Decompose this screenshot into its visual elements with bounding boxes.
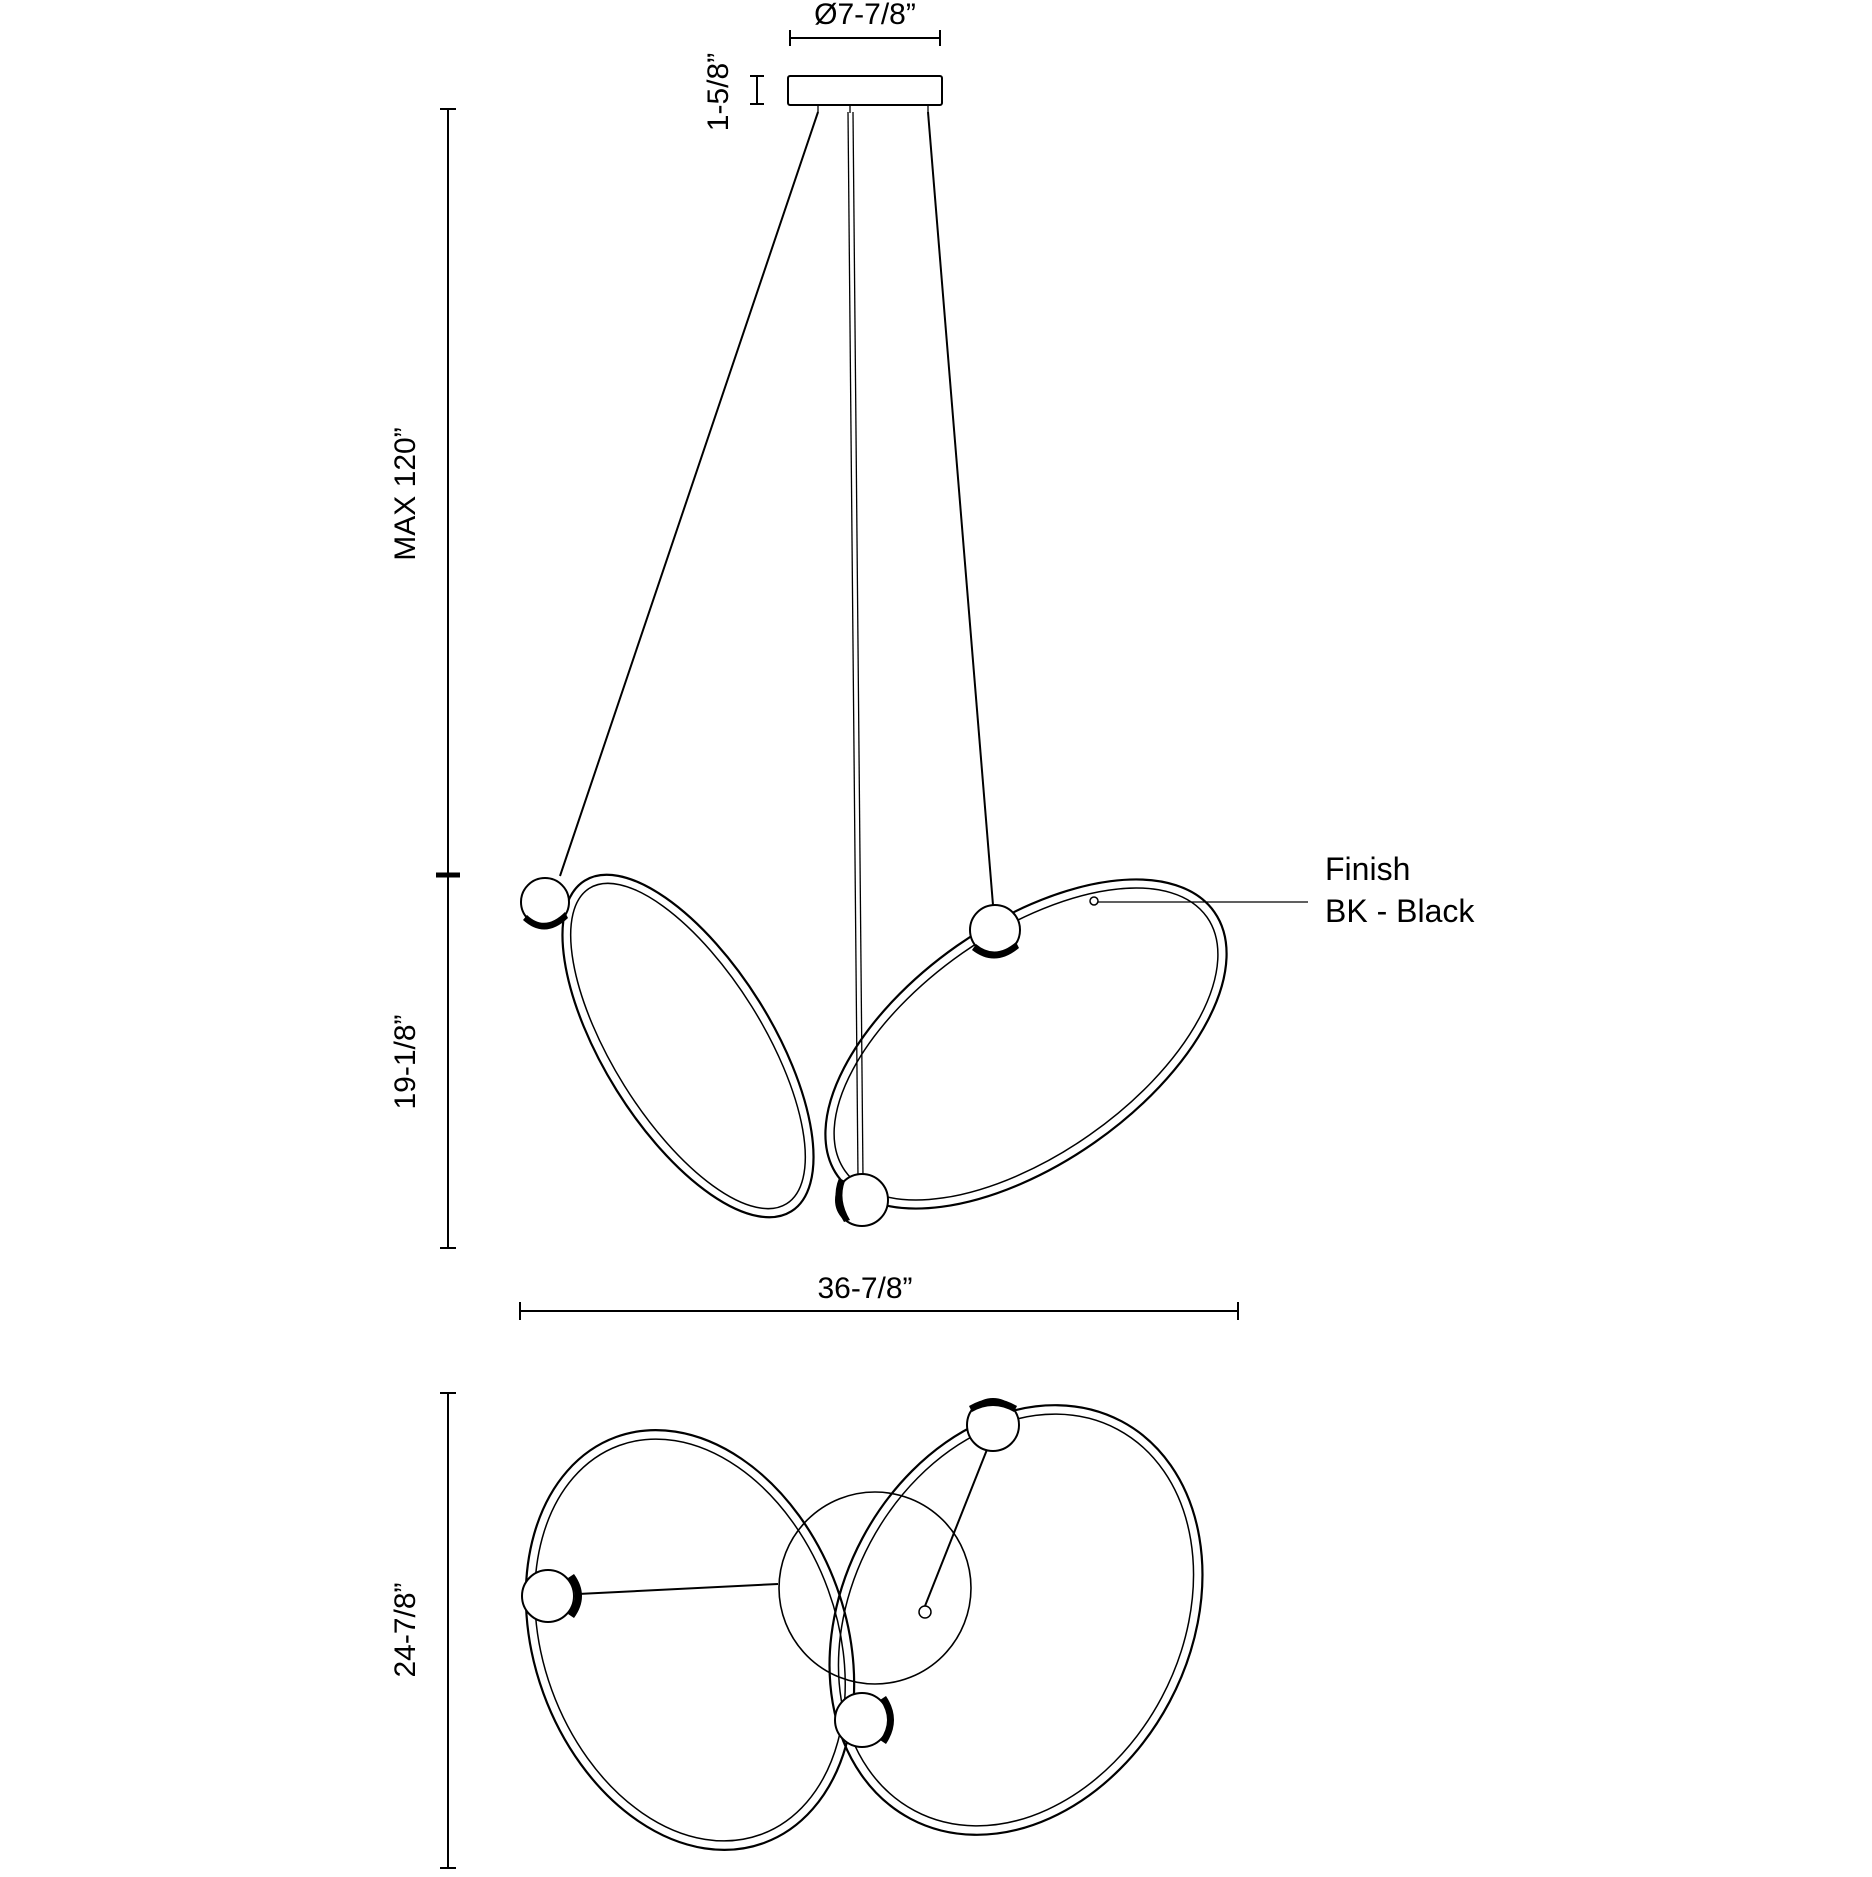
front-node-left [521, 878, 569, 930]
overall-width-dimension [520, 1272, 1238, 1320]
max-height-label: MAX 120” [389, 427, 422, 561]
depth-dimension [389, 1393, 456, 1868]
plan-canopy [779, 1492, 971, 1684]
overall-width-label: 36-7/8” [817, 1272, 913, 1305]
fixture-height-dimension [389, 875, 456, 1248]
canopy-height-label: 1-5/8” [702, 52, 735, 132]
plan-node-bottom [835, 1693, 894, 1747]
front-node-bottom [835, 1174, 888, 1226]
finish-value: BK - Black [1325, 893, 1475, 929]
plan-node-left [522, 1570, 582, 1622]
canopy-height-dimension [702, 53, 764, 131]
depth-label: 24-7/8” [389, 1582, 422, 1678]
finish-title: Finish [1325, 851, 1411, 887]
plan-node-top [967, 1399, 1019, 1451]
fixture-height-label: 19-1/8” [389, 1014, 422, 1110]
max-height-dimension [389, 109, 460, 875]
cable-hook-icon [1090, 897, 1098, 905]
front-node-right [970, 905, 1020, 959]
canopy [788, 76, 942, 113]
plan-canopy-center-icon [919, 1606, 931, 1618]
suspension-cables [560, 112, 993, 1178]
finish-callout [1098, 851, 1475, 929]
canopy-diameter-label: Ø7-7/8” [814, 0, 916, 31]
canopy-diameter-dimension [790, 0, 940, 46]
